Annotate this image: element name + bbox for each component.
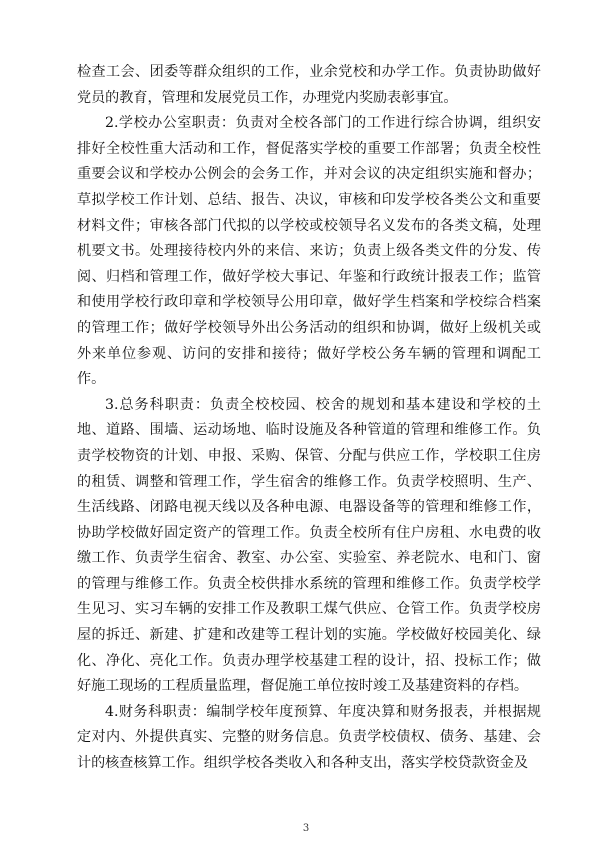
page-number: 3 bbox=[302, 823, 310, 834]
document-body bbox=[77, 60, 541, 777]
paragraph-general-affairs-duties: 3.总务科职责：负责全校校园、校舍的规划和基本建设和学校的土地、道路、围墙、运动场地、临时设施及各种管道的管理和维修工作。负责学校物资的计划、申报、采购、保管、分配与供应工作，学校职工住房的租赁、调整和管理工作，学生宿舍的维修工作。负责学校照明、生产、生活线路、闭路电视天线以及各种电源、电器设备等的管理和维修工作，协助学校做好固定资产的管理工作。负责全校所有住户房租、水电费的收缴工作、负责学生宿舍、教室、办公室、实验室、养老院水、电和门、窗的管理与维修工作。负责全校供排水系统的管理和维修工作。负责学校学生见习、实习车辆的安排工作及教职工煤气供应、仓管工作。负责学校房屋的拆迁、新建、扩建和改建等工程计划的实施。学校做好校园美化、绿化、净化、亮化工作。负责办理学校基建工程的设计，招、投标工作；做好施工现场的工程质量监理，督促施工单位按时竣工及基建资料的存档。 bbox=[77, 396, 541, 695]
paragraph-party-work-continued: 检查工会、团委等群众组织的工作，业余党校和办学工作。负责协助做好党员的教育，管理和发展党员工作，办理党内奖励表彰事宜。 bbox=[77, 64, 541, 106]
paragraph-finance-duties: 4.财务科职责：编制学校年度预算、年度决算和财务报表，并根据规定对内、外提供真实、完整的财务信息。负责学校债权、债务、基建、会计的核查核算工作。组织学校各类收入和各种支出，落实学校贷款资金及 bbox=[77, 703, 541, 772]
paragraph-school-office-duties: 2.学校办公室职责：负责对全校各部门的工作进行综合协调，组织安排好全校性重大活动和工作，督促落实学校的重要工作部署；负责全校性重要会议和学校办公例会的会务工作，并对会议的决定组织实施和督办；草拟学校工作计划、总结、报告、决议，审核和印发学校各类公文和重要材料文件；审核各部门代拟的以学校或校领导名义发布的各类文稿，处理机要文书。处理接待校内外的来信、来访；负责上级各类文件的分发、传阅、归档和管理工作，做好学校大事记、年鉴和行政统计报表工作；监管和使用学校行政印章和学校领导公用印章，做好学生档案和学校综合档案的管理工作；做好学校领导外出公务活动的组织和协调，做好上级机关或外来单位参观、访问的安排和接待；做好学校公务车辆的管理和调配工作。 bbox=[77, 115, 541, 388]
